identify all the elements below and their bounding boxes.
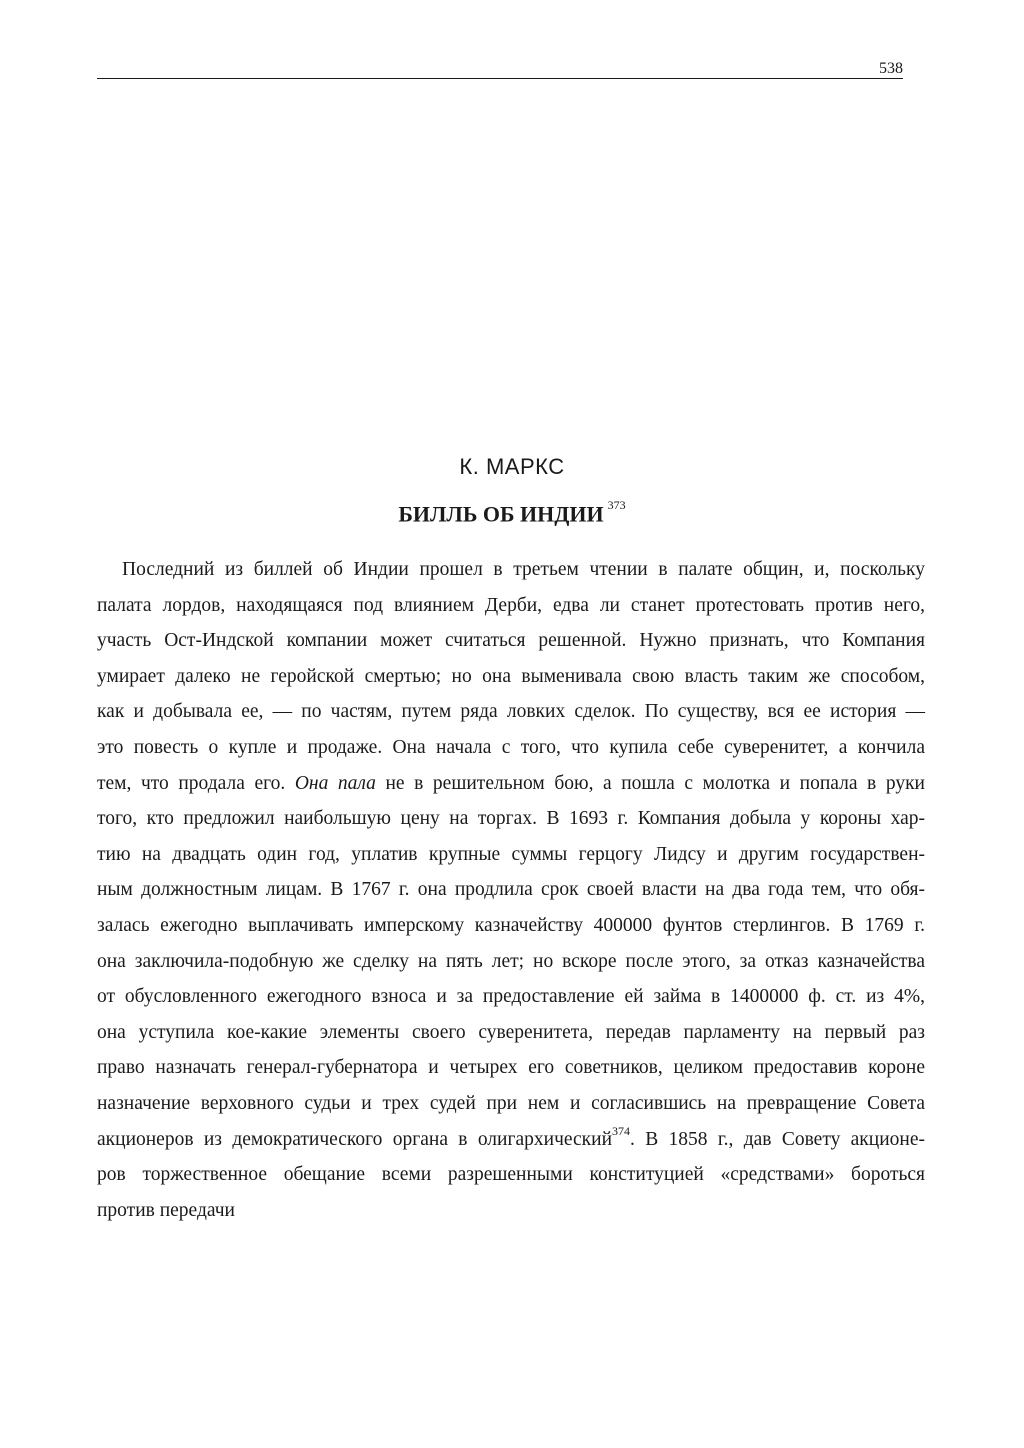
body-line: залась ежегодно выплачивать имперскому казначейству 400000 фунтов стерлингов. В 1769 г.	[97, 914, 925, 936]
article-title	[0, 496, 1024, 527]
body-line: право назначать генерал-губернатора и четырех его советников, целиком предоставив короне	[97, 1057, 925, 1079]
footnote-ref: 374	[612, 1124, 631, 1138]
body-line: ным должностным лицам. В 1767 г. она продлила срок своей власти на два года тем, что обя-	[97, 879, 925, 901]
page-number: 538	[879, 60, 903, 77]
body-line: она уступила кое-какие элементы своего суверенитета, передав парламенту на первый раз	[97, 1021, 925, 1043]
body-line: это повесть о купле и продаже. Она начала с того, что купила себе суверенитет, а кончила	[97, 736, 925, 758]
body-line: палата лордов, находящаяся под влиянием Дерби, едва ли станет протестовать против него,	[97, 594, 925, 616]
body-text-segment: . В 1858 г., дав Совету акционе-	[630, 1128, 925, 1150]
body-text-segment: тем, что продала его.	[97, 772, 286, 794]
body-line: участь Ост-Индской компании может считаться решенной. Нужно признать, что Компания	[97, 630, 925, 652]
body-line: того, кто предложил наибольшую цену на торгах. В 1693 г. Компания добыла у короны хар-	[97, 808, 925, 830]
body-line: против передачи	[97, 1199, 235, 1221]
body-line: ров торжественное обещание всеми разрешенными конституцией «средствами» бороться	[97, 1164, 925, 1186]
body-line: она заключила-подобную же сделку на пять лет; но вскоре после этого, за отказ казначейства	[97, 950, 925, 972]
header-rule	[97, 78, 903, 79]
body-line	[97, 766, 925, 802]
body-text-segment: акционеров из демократического органа в олигархический	[97, 1128, 613, 1150]
body-line: умирает далеко не геройской смертью; но она выменивала свою власть таким же способом,	[97, 665, 925, 687]
body-line: от обусловленного ежегодного взноса и за предоставление ей займа в 1400000 ф. ст. из 4%,	[97, 986, 925, 1008]
body-line: тию на двадцать один год, уплатив крупные суммы герцогу Лидсу и другим государствен-	[97, 843, 925, 865]
article-author: К. МАРКС	[459, 454, 565, 479]
article-title-text: БИЛЛЬ ОБ ИНДИИ	[398, 501, 604, 527]
body-line: назначение верховного судьи и трех судей при нем и согласившись на превращение Совета	[97, 1092, 925, 1114]
body-line: как и добывала ее, — по частям, путем ряда ловких сделок. По существу, вся ее история —	[97, 701, 925, 723]
emphasis-text: Она пала	[294, 772, 376, 794]
title-footnote-ref: 373	[607, 498, 626, 512]
body-line: Последний из биллей об Индии прошел в третьем чтении в палате общин, и, поскольку	[122, 559, 925, 580]
body-line	[97, 1122, 925, 1158]
body-text-segment: не в решительном бою, а пошла с молотка и попала в руки	[385, 772, 925, 794]
article-body	[97, 552, 925, 1228]
